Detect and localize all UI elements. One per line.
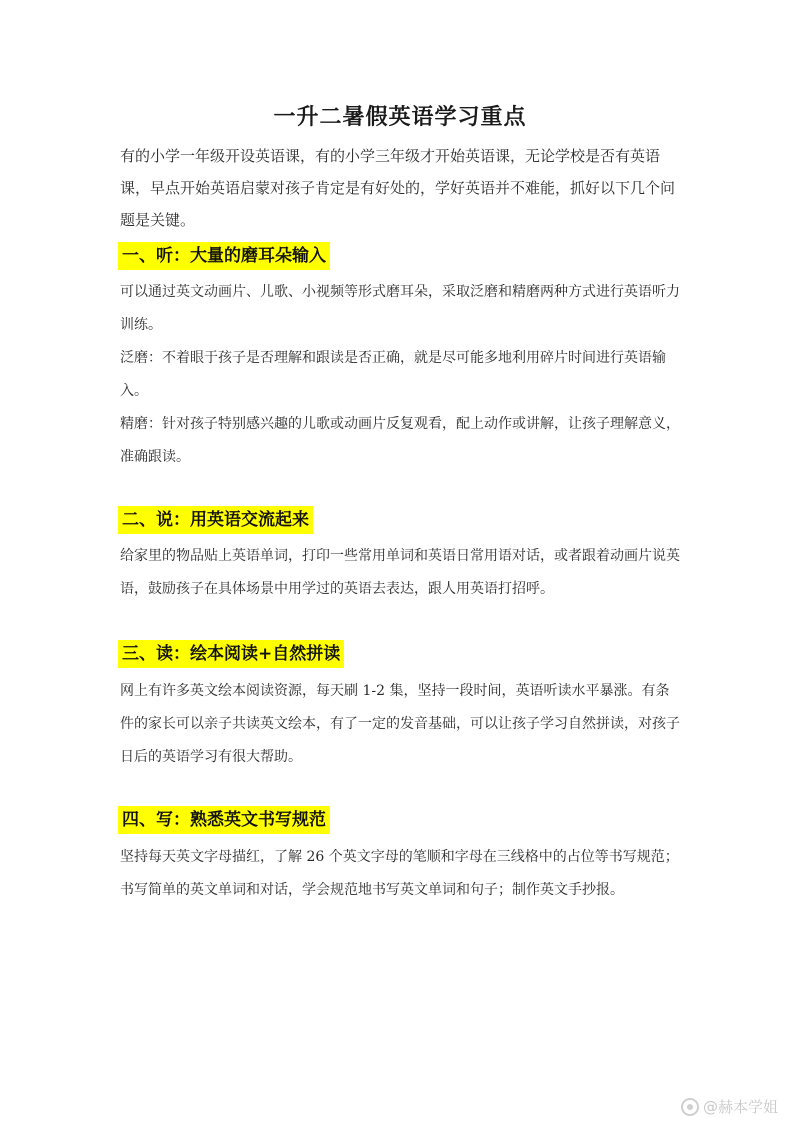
section-body-read	[120, 675, 680, 774]
watermark-text: @赫本学姐	[702, 1098, 778, 1116]
section-heading-read: 三、读：绘本阅读+自然拼读	[118, 640, 344, 668]
section-paragraph: 网上有许多英文绘本阅读资源，每天刷 1-2 集，坚持一段时间，英语听读水平暴涨。有条件的家长可以亲子共读英文绘本，有了一定的发音基础，可以让孩子学习自然拼读，对孩子日后的英语学习有很大帮助。	[120, 683, 680, 765]
section-paragraph: 精磨：针对孩子特别感兴趣的儿歌或动画片反复观看，配上动作或讲解，让孩子理解意义，准确跟读。	[120, 416, 680, 465]
section-body-speak	[120, 540, 680, 606]
section-heading-speak: 二、说：用英语交流起来	[118, 506, 313, 534]
section-body-listen	[120, 276, 680, 474]
watermark-logo-icon	[681, 1098, 699, 1116]
section-paragraph: 可以通过英文动画片、儿歌、小视频等形式磨耳朵，采取泛磨和精磨两种方式进行英语听力训练。	[120, 284, 680, 333]
section-paragraph: 给家里的物品贴上英语单词，打印一些常用单词和英语日常用语对话，或者跟着动画片说英语，鼓励孩子在具体场景中用学过的英语去表达，跟人用英语打招呼。	[120, 548, 680, 597]
section-paragraph: 泛磨：不着眼于孩子是否理解和跟读是否正确，就是尽可能多地利用碎片时间进行英语输入。	[120, 350, 666, 399]
section-body-write	[120, 841, 680, 907]
section-paragraph: 坚持每天英文字母描红，了解 26 个英文字母的笔顺和字母在三线格中的占位等书写规范；书写简单的英文单词和对话，学会规范地书写英文单词和句子；制作英文手抄报。	[120, 849, 679, 898]
section-heading-write: 四、写：熟悉英文书写规范	[118, 806, 330, 834]
section-heading-listen: 一、听：大量的磨耳朵输入	[118, 242, 330, 270]
intro-paragraph: 有的小学一年级开设英语课，有的小学三年级才开始英语课，无论学校是否有英语课，早点开始英语启蒙对孩子肯定是有好处的，学好英语并不难能，抓好以下几个问题是关键。	[120, 147, 676, 229]
document-title: 一升二暑假英语学习重点	[273, 104, 527, 130]
watermark	[681, 1096, 778, 1117]
